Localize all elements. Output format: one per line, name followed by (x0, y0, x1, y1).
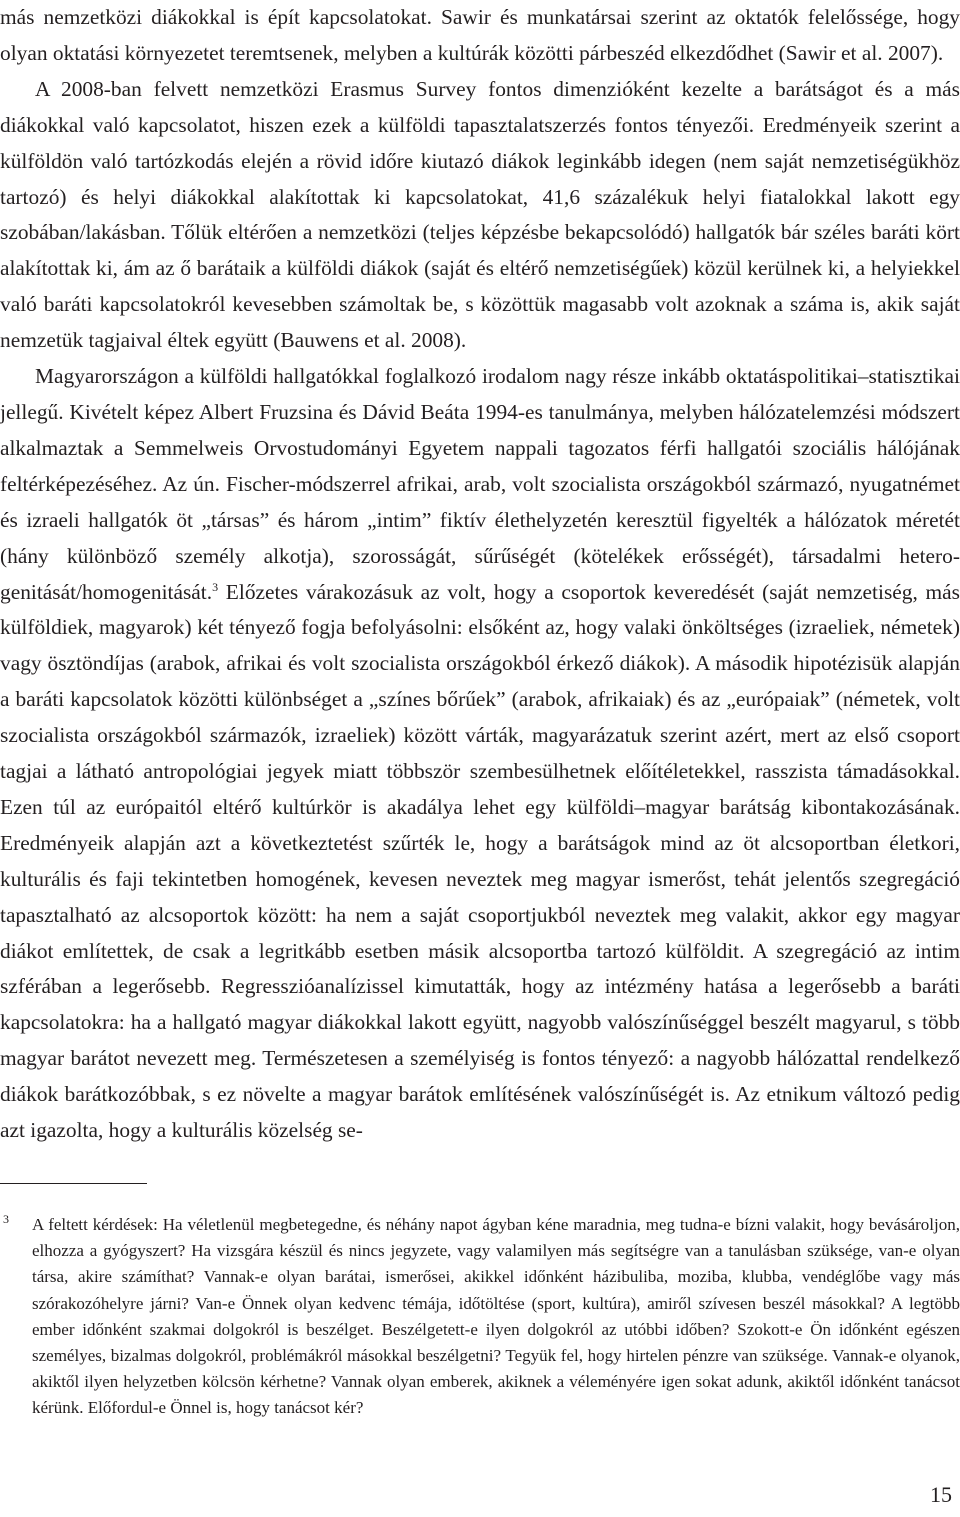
paragraph-3 (0, 359, 960, 1149)
paragraph-3-text-end: Előzetes várakozásuk az volt, hogy a csoportok keveredését (saját nemzetiség, más külföldiek, magyarok) két tényező fogja befolyásolni: elsőként az, hogy valaki önköltséges (izraeliek, németek) vagy ösztöndíjas (arabok, afrikai és volt szocialista országokból érkező diákok). A második hipotézisük alapján a baráti kapcsolatok közötti különbséget a „színes bőrűek” (arabok, afrikaiak) és az „európaiak” (németek, volt szocialista országokból származók, izraeliek) között várták, magyarázatuk szerint azért, mert az első csoport tagjai a látható antropológiai jegyek miatt többször szembesülhetnek előítéletekkel, rasszista támadásokkal. Ezen túl az európaitól eltérő kultúrkör is akadálya lehet egy külföldi–magyar barátság kibontakozásának. Eredményeik alapján azt a következtetést szűrték le, hogy a barátságok mind az öt alcsoportban életkori, kulturális és faji tekintetben homogének, kevesen neveztek meg magyar ismerőst, tehát jelentős szegregáció tapasztalható az alcsoportok között: ha nem a saját csoportjukból neveztek meg valakit, akkor egy magyar diákot említettek, de csak a legritkább esetben másik alcsoportba tartozó külföldit. A szegregáció az intim szférában a legerősebb. Regresszióanalízissel kimutatták, hogy az intézmény hatása a legerősebb a baráti kapcsolatokra: ha a hallgató magyar diákokkal lakott együtt, nagyobb valószínűséggel beszélt magyarul, s több magyar barátot nevezett meg. Természetesen a személyiség is fontos tényező: a nagyobb hálózattal rendelkező diákok barátkozóbbak, s ez növelte a magyar barátok említésének valószínűségét is. Az etnikum változó pedig azt igazolta, hogy a kulturális közelség se- (0, 579, 960, 1143)
paragraph-2-text: A 2008-ban felvett nemzetközi Erasmus Survey fontos dimenzióként kezelte a barátságot és a más diákokkal való kapcsolatot, hiszen ezek a külföldi tapasztalatszerzés fontos tényezői. Eredményeik szerint a külföldön való tartózkodás elején a rövid időre kiutazó diákok leginkább idegen (nem saját nemzetiségükhöz tartozó) és helyi diákokkal alakítottak ki kapcsolatokat, 41,6 százalékuk helyi fiatalokkal lakott egy szobában/lakásban. Tőlük eltérően a nemzetközi (teljes képzésbe bekapcsolódó) hallgatók bár széles baráti kört alakítottak ki, ám az ő barátaik a külföldi diákok (saját és eltérő nemzetiségűek) közül kerülnek ki, a helyiekkel való baráti kapcsolatokról kevesebben számoltak be, s közöttük magasabb volt azoknak a száma is, akik saját nemzetük tagjaival éltek együtt (Bauwens et al. 2008). (0, 76, 960, 353)
paragraph-3-text-start: Magyarországon a külföldi hallgatókkal foglalkozó irodalom nagy része inkább oktatáspolitikai–statisztikai jellegű. Kivételt képez Albert Fruzsina és Dávid Beáta 1994-es tanulmánya, melyben hálózatelemzési módszert alkalmaztak a Semmelweis Orvostudományi Egyetem nappali tagozatos férfi hallgatói szociális hálójának feltérképezéséhez. Az ún. Fischer-módszerrel afrikai, arab, volt szocialista országokból származó, nyugatnémet és izraeli hallgatók öt „társas” és három „intim” fiktív élethelyzetén keresztül figyelték a hálózatok méretét (hány különböző személy alkotja), szorosságát, sűrűségét (kötelékek erősségét), társadalmi heterogenitását/homogenitását. (0, 364, 960, 604)
page-number: 15 (930, 1482, 952, 1507)
footnote-separator (0, 1183, 147, 1184)
paragraph-1-text: más nemzetközi diákokkal is épít kapcsolatokat. Sawir és munkatársai szerint az oktatók felelőssége, hogy olyan oktatási környezetet teremtsenek, melyben a kultúrák közötti párbeszéd elkezdődhet (Sawir et al. 2007). (0, 5, 960, 65)
paragraph-2 (0, 72, 960, 359)
footnote-marker: 3 (3, 1212, 9, 1226)
footnote-text: A feltett kérdések: Ha véletlenül megbetegedne, és néhány napot ágyban kéne maradnia, meg tudna-e bízni valakit, hogy bevásároljon, elhozza a gyógyszert? Ha vizsgára készül és nincs jegyzete, vagy valamilyen más segítségre van a tanulásban szüksége, van-e olyan társa, akire számíthat? Vannak-e olyan barátai, ismerősei, akikkel időnként házibuliba, moziba, klubba, vendéglőbe vagy más szórakozóhelyre járni? Van-e Önnek olyan kedvenc témája, időtöltése (sport, kultúra), amiről szívesen beszél másokkal? A legtöbb ember időnként szakmai dolgokról is beszélget. Beszélgetett-e ilyen dolgokról az utóbbi időben? Szokott-e Ön időnként egészen személyes, bizalmas dolgokról, problémákról másokkal beszélgetni? Tegyük fel, hogy hirtelen pénzre van szüksége. Vannak-e olyanok, akiktől ilyen helyzetben kölcsön kérhetne? Vannak olyan emberek, akiknek a véleményére igen sokat adunk, akiktől időnként tanácsot kérünk. Előfordul-e Önnel is, hogy tanácsot kér? (32, 1215, 960, 1418)
footnote-reference: 3 (212, 579, 219, 594)
paragraph-1 (0, 0, 960, 72)
footnote (0, 1212, 960, 1422)
